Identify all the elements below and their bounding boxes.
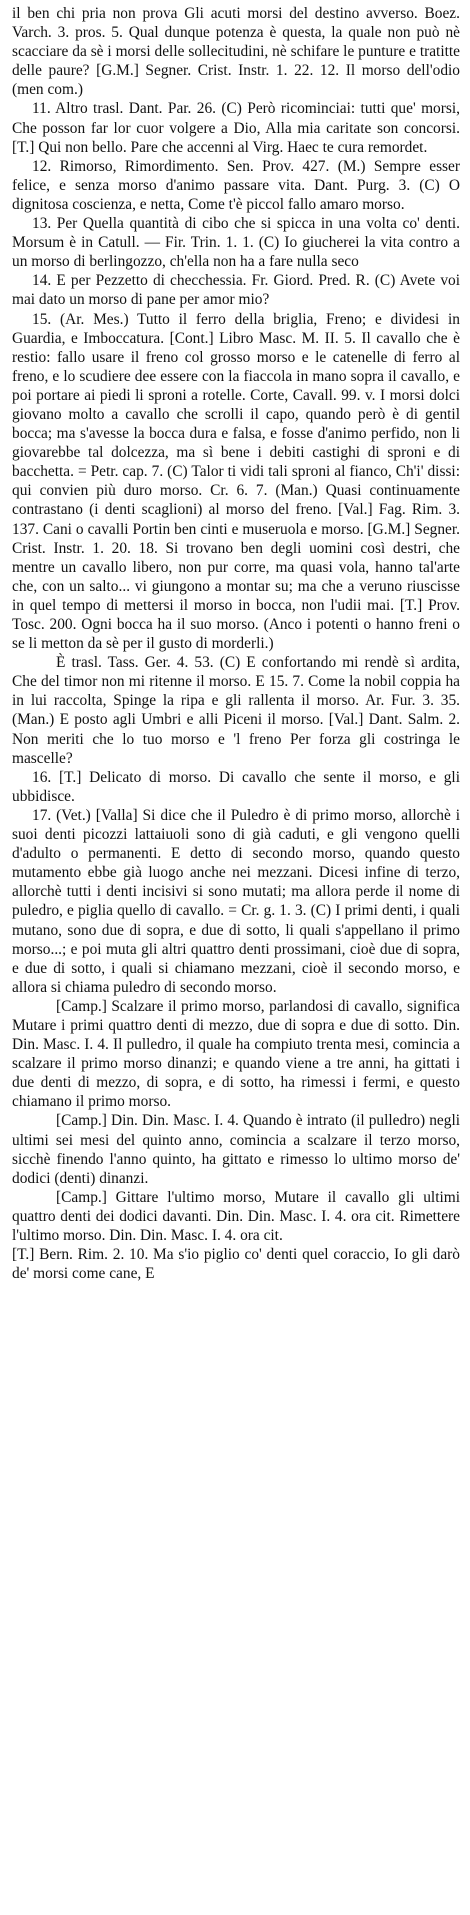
entry-subsense-terzo-morso: [Camp.] Din. Din. Masc. I. 4. Quando è intrato (il pulledro) negli ultimi sei mesi del quinto anno, comincia a scalzare il terzo morso, sicchè finendo l'anno quinto, ha gittato e rimesso lo ultimo morso de' dodici (denti) dinanzi. bbox=[12, 1112, 460, 1187]
entry-subsense-scalzare: [Camp.] Scalzare il primo morso, parlandosi di cavallo, significa Mutare i primi quattro denti di mezzo, due di sopra e due di sotto. Din. Din. Masc. I. 4. Il pulledro, il quale ha compiuto trenta mesi, comincia a scalzare il primo morso dinanzi; e quando viene a tre anni, ha gittati i due denti di mezzo, di sopra, e di sotto, ha rimessi i fermi, e questo chiamano il primo morso. bbox=[12, 997, 460, 1111]
entry-sense-15-figurative: È trasl. Tass. Ger. 4. 53. (C) E confortando mi rendè sì ardita, Che del timor non mi ritenne il morso. E 15. 7. Come la nobil coppia ha in lui raccolta, Spinge la ripa e gli rallenta il morso. Ar. Fur. 3. 35. (Man.) E posto agli Umbri e alli Piceni il morso. [Val.] Dant. Salm. 2. Non meriti che lo tuo morso e 'l freno Per forza gli costringa le mascelle? bbox=[12, 654, 460, 767]
entry-sense-15: 15. (Ar. Mes.) Tutto il ferro della briglia, Freno; e dividesi in Guardia, e Imboccatura. [Cont.] Libro Masc. M. II. 5. Il cavallo che è restio: fallo usare il freno col grosso morso e le catenelle di ferro al freno, e lo scudiere dee essere con la fiaccola in mano sopra il cavallo, e poi portare ai piedi li sproni a rotelle. Corte, Cavall. 99. v. I morsi dolci giovano molto a cavallo che scrolli il capo, quando però è di gentil bocca; ma s'avesse la bocca dura e falsa, e fosse d'animo perfido, non li giovarebbe tal dolcezza, ma sì bene i debiti castighi di sproni e di bacchetta. = Petr. cap. 7. (C) Talor ti vidi tali sproni al fianco, Ch'i' dissi: qui convien più duro morso. Cr. 6. 7. (Man.) Quasi continuamente contrastano (i denti scaglioni) al morso del freno. [Val.] Fag. Rim. 3. 137. Cani o cavalli Portin ben cinti e museruola e morso. [G.M.] Segner. Crist. Instr. 1. 20. 18. Si trovano ben degli uomini così destri, che mentre un cavallo libero, non pur corre, ma quasi vola, hanno tal'arte che, con un salto... vi giungono a montar su; ma che a veruno riuscisse in quel tempo di mettersi il morso in bocca, non l'udii mai. [T.] Prov. Tosc. 200. Ogni bocca ha il suo morso. (Anco i potenti o hanno freni o se li metton da sè per il gusto di morderli.) bbox=[12, 310, 460, 653]
entry-sense-13: 13. Per Quella quantità di cibo che si spicca in una volta co' denti. Morsum è in Catull. — Fir. Trin. 1. 1. (C) Io giucherei la vita contro a un morso di berlingozzo, ch'ella non ha a fare nulla seco bbox=[12, 215, 460, 271]
entry-sense-14: 14. E per Pezzetto di checchessia. Fr. Giord. Pred. R. (C) Avete voi mai dato un morso di pane per amor mio? bbox=[12, 272, 460, 309]
entry-sense-17: 17. (Vet.) [Valla] Si dice che il Puledro è di primo morso, allorchè i suoi denti picozzi lattaiuoli sono di già caduti, e gli vengono quelli d'adulto o permanenti. E detto di secondo morso, quando questo mutamento ebbe già luogo anche nei mezzani. Dicesi infine di terzo, allorchè tutti i denti incisivi si sono mutati; ma allora perde il nome di puledro, e piglia quello di cavallo. = Cr. g. 1. 3. (C) I primi denti, i quali mutano, sono due di sopra, e due di sotto, li quali s'appellano il primo morso...; e poi muta gli altri quattro denti prossimani, cioè due di sopra, e due di sotto, i quali si chiamano mezzani, cioè il secondo morso, e allora si chiama puledro di secondo morso. bbox=[12, 806, 460, 996]
entry-sense-16: 16. [T.] Delicato di morso. Di cavallo che sente il morso, e gli ubbidisce. bbox=[12, 768, 460, 805]
entry-sense-18: [T.] Bern. Rim. 2. 10. Ma s'io piglio co' denti quel coraccio, Io gli darò de' morsi come cane, E bbox=[12, 1246, 460, 1283]
entry-continuation: il ben chi pria non prova Gli acuti morsi del destino avverso. Boez. Varch. 3. pros. 5. Qual dunque potenza è questa, la quale non può nè scacciare da sè i morsi delle sollecitudini, nè schifare le punture e tratitte delle paure? [G.M.] Segner. Crist. Instr. 1. 22. 12. Il morso dell'odio (men com.) bbox=[12, 5, 460, 99]
entry-sense-11: 11. Altro trasl. Dant. Par. 26. (C) Però ricominciai: tutti que' morsi, Che posson far lor cuor volgere a Dio, Alla mia caritate son concorsi. [T.] Qui non bello. Pare che accenni al Virg. Haec te cura remordet. bbox=[12, 100, 460, 156]
entry-sense-12: 12. Rimorso, Rimordimento. Sen. Prov. 427. (M.) Sempre esser felice, e senza morso d'animo passare vita. Dant. Purg. 3. (C) O dignitosa coscienza, e netta, Come t'è piccol fallo amaro morso. bbox=[12, 157, 460, 213]
entry-subsense-gittare: [Camp.] Gittare l'ultimo morso, Mutare il cavallo gli ultimi quattro denti dei dodici davanti. Din. Din. Masc. I. 4. ora cit. Rimettere l'ultimo morso. Din. Din. Masc. I. 4. ora cit. bbox=[12, 1188, 460, 1244]
